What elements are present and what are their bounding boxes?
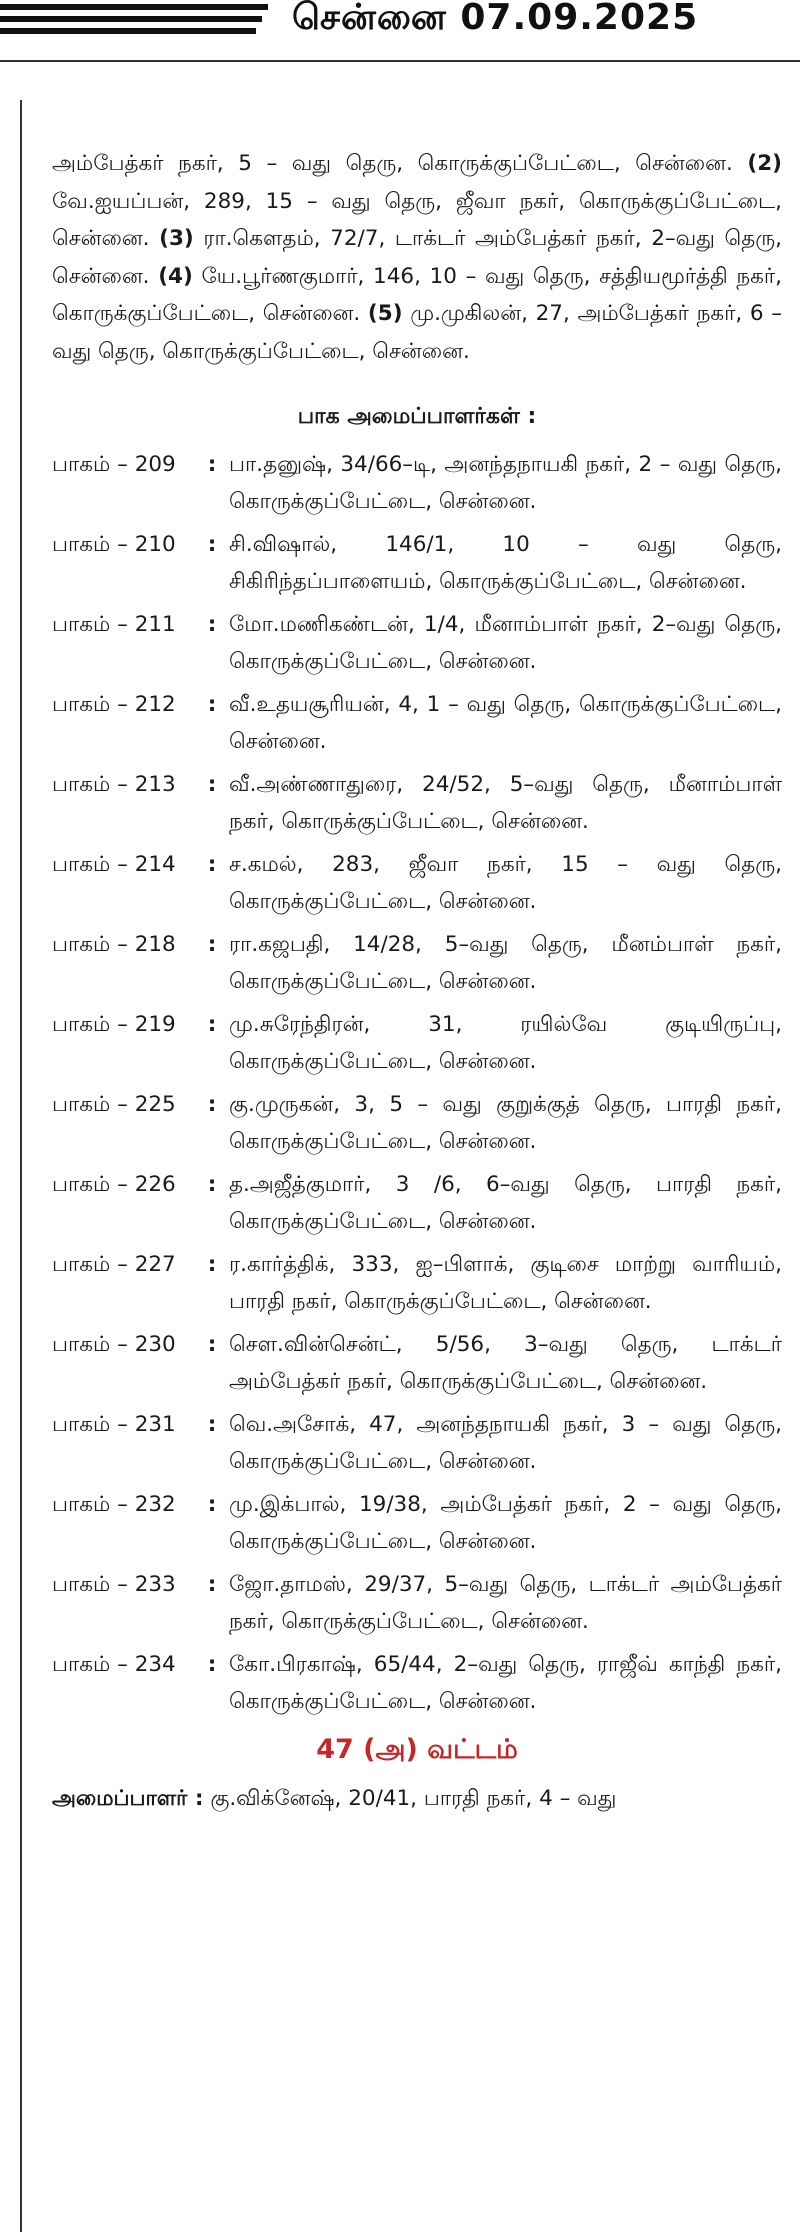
entry-row — [52, 1646, 782, 1721]
partial-entry-label: அமைப்பாளர் : — [52, 1786, 204, 1811]
entry-label: பாகம் – 234 — [52, 1651, 176, 1677]
masthead-rule — [0, 4, 268, 10]
entry-label: பாகம் – 209 — [52, 451, 176, 477]
entry-row — [52, 526, 782, 601]
entry-colon: : — [207, 771, 217, 797]
entry-label: பாகம் – 218 — [52, 931, 176, 957]
entry-text: கு.முருகன், 3, 5 – வது குறுக்குத் தெரு, பாரதி நகர், கொருக்குப்பேட்டை, சென்னை. — [229, 1091, 782, 1154]
entry-label: பாகம் – 214 — [52, 851, 176, 877]
masthead-rule — [0, 16, 262, 22]
intro-item-text: ரா.கௌதம், 72/7, டாக்டர் அம்பேத்கர் நகர், 2–வது தெரு, சென்னை. — [52, 226, 782, 289]
entry-colon: : — [207, 1491, 217, 1517]
intro-lead: அம்பேத்கர் நகர், 5 – வது தெரு, கொருக்குப்பேட்டை, சென்னை. — [52, 151, 733, 176]
entry-row — [52, 686, 782, 761]
entry-text: வீ.அண்ணாதுரை, 24/52, 5–வது தெரு, மீனாம்பாள் நகர், கொருக்குப்பேட்டை, சென்னை. — [229, 771, 782, 834]
entry-label: பாகம் – 231 — [52, 1411, 176, 1437]
partial-entry-text: கு.விக்னேஷ், 20/41, பாரதி நகர், 4 – வது — [210, 1786, 617, 1811]
entry-label: பாகம் – 213 — [52, 771, 176, 797]
entry-row — [52, 1566, 782, 1641]
entry-text: சி.விஷால், 146/1, 10 – வது தெரு, சிகிரிந்தப்பாளையம், கொருக்குப்பேட்டை, சென்னை. — [229, 531, 782, 594]
entry-row — [52, 1086, 782, 1161]
entry-text: பா.தனுஷ், 34/66–டி, அனந்தநாயகி நகர், 2 – வது தெரு, கொருக்குப்பேட்டை, சென்னை. — [229, 451, 782, 514]
entry-text: சௌ.வின்சென்ட், 5/56, 3–வது தெரு, டாக்டர் அம்பேத்கர் நகர், கொருக்குப்பேட்டை, சென்னை. — [229, 1331, 782, 1394]
article-body — [52, 145, 782, 1818]
entry-text: வீ.உதயசூரியன், 4, 1 – வது தெரு, கொருக்குப்பேட்டை, சென்னை. — [229, 691, 782, 754]
entry-row — [52, 926, 782, 1001]
entry-row — [52, 1326, 782, 1401]
entry-text: ச.கமல், 283, ஜீவா நகர், 15 – வது தெரு, கொருக்குப்பேட்டை, சென்னை. — [229, 851, 782, 914]
entry-colon: : — [207, 851, 217, 877]
entry-row — [52, 446, 782, 521]
entry-text: மோ.மணிகண்டன், 1/4, மீனாம்பாள் நகர், 2–வது தெரு, கொருக்குப்பேட்டை, சென்னை. — [229, 611, 782, 674]
entry-colon: : — [207, 1571, 217, 1597]
masthead-title: சென்னை 07.09.2025 — [292, 0, 699, 38]
entry-text: ஜோ.தாமஸ், 29/37, 5–வது தெரு, டாக்டர் அம்பேத்கர் நகர், கொருக்குப்பேட்டை, சென்னை. — [229, 1571, 782, 1634]
entry-text: வெ.அசோக், 47, அனந்தநாயகி நகர், 3 – வது தெரு, கொருக்குப்பேட்டை, சென்னை. — [229, 1411, 782, 1474]
entry-label: பாகம் – 232 — [52, 1491, 176, 1517]
entry-label: பாகம் – 210 — [52, 531, 176, 557]
entry-row — [52, 1406, 782, 1481]
entry-colon: : — [207, 1091, 217, 1117]
entry-label: பாகம் – 230 — [52, 1331, 176, 1357]
entry-row — [52, 1246, 782, 1321]
entry-colon: : — [207, 1171, 217, 1197]
entry-colon: : — [207, 1651, 217, 1677]
intro-item-number: (5) — [367, 301, 403, 326]
entry-colon: : — [207, 451, 217, 477]
entry-text: ரா.கஜபதி, 14/28, 5–வது தெரு, மீனம்பாள் நகர், கொருக்குப்பேட்டை, சென்னை. — [229, 931, 782, 994]
entry-text: கோ.பிரகாஷ், 65/44, 2–வது தெரு, ராஜீவ் காந்தி நகர், கொருக்குப்பேட்டை, சென்னை. — [229, 1651, 782, 1714]
column-top-border — [0, 60, 800, 62]
intro-item-number: (2) — [747, 151, 782, 176]
partial-entry — [52, 1780, 782, 1818]
masthead — [0, 0, 800, 60]
entry-colon: : — [207, 531, 217, 557]
intro-item-text: வே.ஐயப்பன், 289, 15 – வது தெரு, ஜீவா நகர், கொருக்குப்பேட்டை, சென்னை. — [52, 188, 782, 251]
entry-colon: : — [207, 1251, 217, 1277]
entry-colon: : — [207, 1011, 217, 1037]
entry-colon: : — [207, 611, 217, 637]
section-heading: பாக அமைப்பாளர்கள் : — [297, 404, 537, 429]
intro-paragraph — [52, 145, 782, 370]
intro-item-text: யே.பூர்ணகுமார், 146, 10 – வது தெரு, சத்தியமூர்த்தி நகர், கொருக்குப்பேட்டை, சென்னை. — [52, 263, 782, 326]
intro-item-number: (3) — [159, 226, 194, 251]
entry-text: த.அஜீத்குமார், 3 /6, 6–வது தெரு, பாரதி நகர், கொருக்குப்பேட்டை, சென்னை. — [229, 1171, 782, 1234]
entry-row — [52, 1486, 782, 1561]
intro-item-text: மு.முகிலன், 27, அம்பேத்கர் நகர், 6 – வது தெரு, கொருக்குப்பேட்டை, சென்னை. — [52, 301, 782, 364]
entry-label: பாகம் – 212 — [52, 691, 176, 717]
entry-label: பாகம் – 211 — [52, 611, 176, 637]
entry-row — [52, 766, 782, 841]
ward-heading: 47 (அ) வட்டம் — [316, 1733, 518, 1765]
masthead-rule — [0, 28, 256, 34]
entry-label: பாகம் – 227 — [52, 1251, 176, 1277]
entry-text: மு.சுரேந்திரன், 31, ரயில்வே குடியிருப்பு, கொருக்குப்பேட்டை, சென்னை. — [229, 1011, 782, 1074]
entry-colon: : — [207, 1411, 217, 1437]
entry-colon: : — [207, 1331, 217, 1357]
entry-text: மு.இக்பால், 19/38, அம்பேத்கர் நகர், 2 – வது தெரு, கொருக்குப்பேட்டை, சென்னை. — [229, 1491, 782, 1554]
entry-label: பாகம் – 233 — [52, 1571, 176, 1597]
entry-colon: : — [207, 691, 217, 717]
entry-row — [52, 1006, 782, 1081]
entry-row — [52, 846, 782, 921]
entry-label: பாகம் – 219 — [52, 1011, 176, 1037]
column-left-border — [20, 100, 22, 2232]
entry-label: பாகம் – 226 — [52, 1171, 176, 1197]
entry-row — [52, 1166, 782, 1241]
entry-label: பாகம் – 225 — [52, 1091, 176, 1117]
entry-text: ர.கார்த்திக், 333, ஐ–பிளாக், குடிசை மாற்று வாரியம், பாரதி நகர், கொருக்குப்பேட்டை, சென்னை. — [229, 1251, 782, 1314]
intro-item-number: (4) — [158, 263, 193, 289]
entry-colon: : — [207, 931, 217, 957]
entry-list — [52, 446, 782, 1721]
entry-row — [52, 606, 782, 681]
